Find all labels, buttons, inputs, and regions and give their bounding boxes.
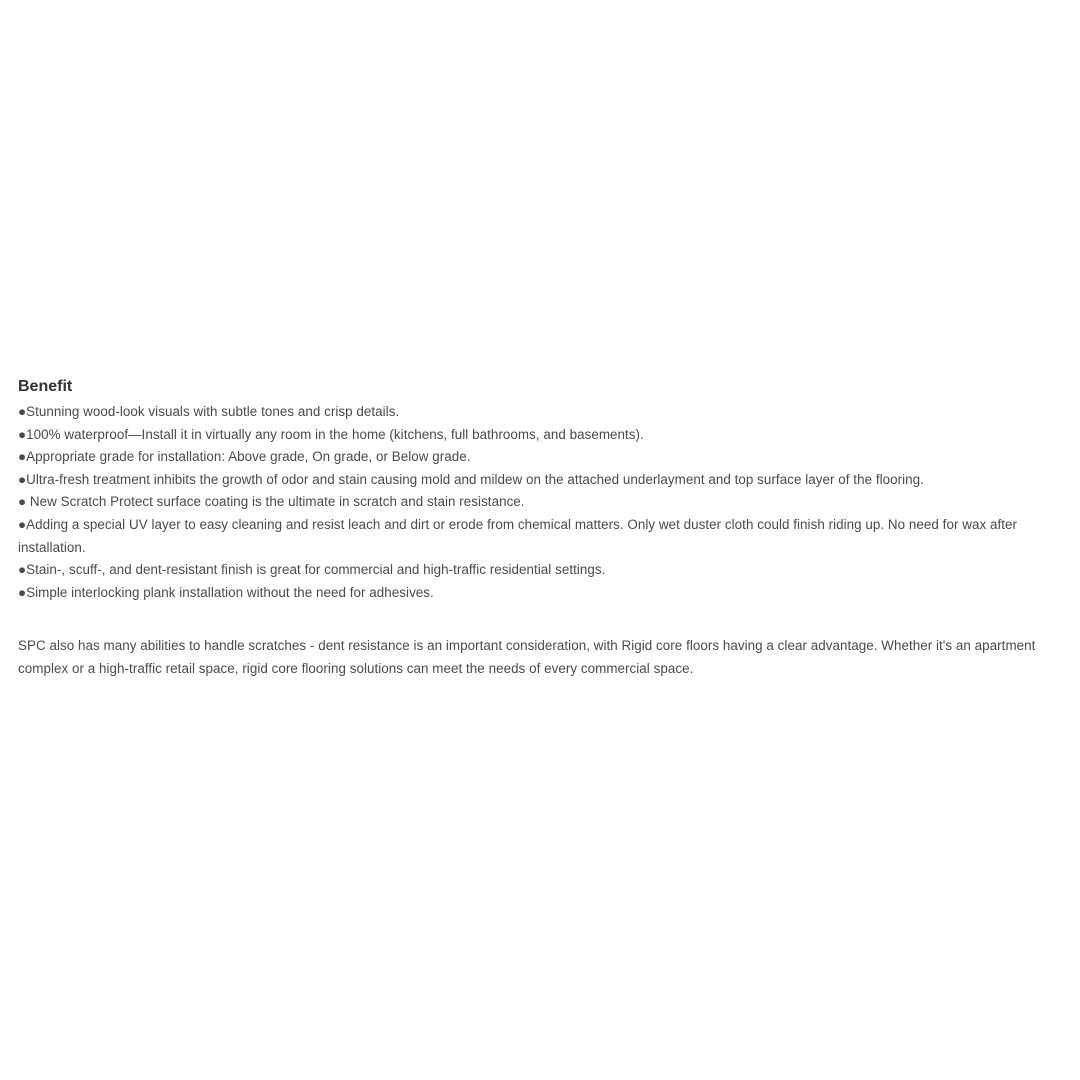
benefit-item: ● New Scratch Protect surface coating is the ultimate in scratch and stain resistance. bbox=[18, 494, 525, 510]
benefit-item: ●Stain-, scuff-, and dent-resistant finish is great for commercial and high-traffic residential settings. bbox=[18, 562, 606, 578]
benefit-item: ●Simple interlocking plank installation without the need for adhesives. bbox=[18, 584, 434, 600]
section-heading: Benefit bbox=[18, 378, 73, 395]
spc-description-paragraph: SPC also has many abilities to handle scratches - dent resistance is an important consideration, with Rigid core floors having a clear advantage. Whether it's an apartment complex or a high-traffic retail space, rigid core flooring solutions can meet the needs of every commercial space. bbox=[18, 638, 1036, 676]
benefit-item: ●Ultra-fresh treatment inhibits the growth of odor and stain causing mold and mildew on the attached underlayment and top surface layer of the flooring. bbox=[18, 471, 924, 487]
benefit-item: ●Stunning wood-look visuals with subtle tones and crisp details. bbox=[18, 404, 400, 419]
benefit-list bbox=[18, 401, 1073, 604]
benefit-section bbox=[18, 376, 1073, 681]
benefit-item: ●Appropriate grade for installation: Above grade, On grade, or Below grade. bbox=[18, 449, 471, 465]
benefit-item: ●Adding a special UV layer to easy cleaning and resist leach and dirt or erode from chemical matters. Only wet duster cloth could finish riding up. No need for wax after installation. bbox=[18, 516, 1018, 555]
benefit-item: ●100% waterproof—Install it in virtually any room in the home (kitchens, full bathrooms, and basements). bbox=[18, 426, 644, 442]
